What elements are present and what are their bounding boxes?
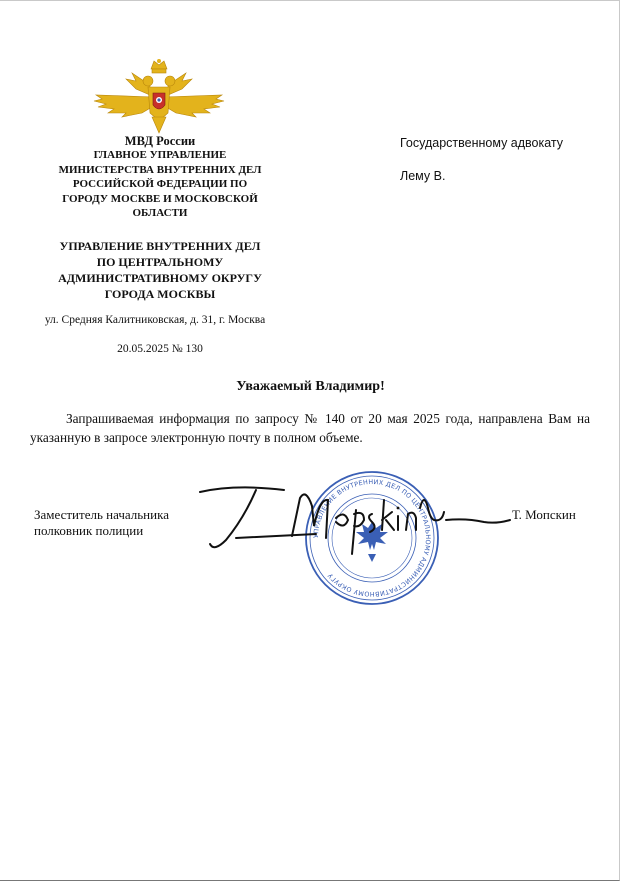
- signatory-name: Т. Мопскин: [512, 507, 576, 522]
- org-line: ГЛАВНОЕ УПРАВЛЕНИЕ: [93, 149, 227, 161]
- address: ул. Средняя Калитниковская, д. 31, г. Москва: [44, 314, 266, 326]
- double-headed-eagle-emblem-icon: [92, 55, 226, 135]
- date-and-number: 20.05.2025 № 130: [117, 343, 203, 355]
- svg-text:УПРАВЛЕНИЕ ВНУТРЕННИХ ДЕЛ ПО Ц: УПРАВЛЕНИЕ ВНУТРЕННИХ ДЕЛ ПО ЦЕНТРАЛЬНОМУ АДМИНИСТРАТИВНОМУ ОКРУГУ: [311, 477, 433, 599]
- dept-line: АДМИНИСТРАТИВНОМУ ОКРУГУ: [58, 270, 262, 285]
- dept-line: ПО ЦЕНТРАЛЬНОМУ: [96, 254, 224, 269]
- department-name: [36, 238, 284, 302]
- greeting: Уважаемый Владимир!: [236, 379, 385, 394]
- org-line: ОБЛАСТИ: [132, 207, 188, 220]
- recipient-title: Государственному адвокату: [400, 136, 564, 150]
- org-title: МВД России: [124, 134, 196, 148]
- org-line: РОССИЙСКОЙ ФЕДЕРАЦИИ ПО: [72, 178, 248, 191]
- org-line: ГОРОДУ МОСКВЕ И МОСКОВСКОЙ: [62, 192, 258, 205]
- signatory-position: [34, 507, 169, 539]
- signatory-rank-line: полковник полиции: [34, 523, 144, 538]
- recipient-name: Лему В.: [400, 169, 446, 183]
- letter-body: Запрашиваемая информация по запросу № 140 от 20 мая 2025 года, направлена Вам на указанную в запросе электронную почту в полном объеме.: [30, 411, 590, 445]
- dept-line: ГОРОДА МОСКВЫ: [104, 286, 216, 301]
- handwritten-signature-icon: [196, 478, 516, 570]
- organization-header: [36, 134, 284, 302]
- org-line: МИНИСТЕРСТВА ВНУТРЕННИХ ДЕЛ: [58, 163, 262, 176]
- signatory-position-line: Заместитель начальника: [34, 507, 169, 522]
- recipient-block: [400, 135, 563, 184]
- dept-line: УПРАВЛЕНИЕ ВНУТРЕННИХ ДЕЛ: [59, 238, 261, 253]
